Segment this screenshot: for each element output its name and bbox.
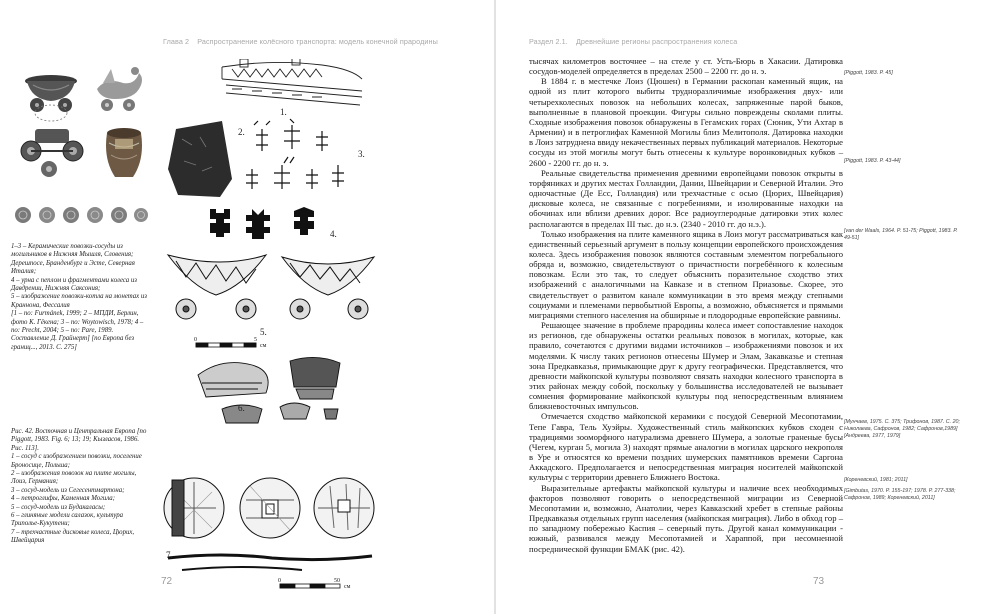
bowl-vessel-photo [25,75,77,121]
main-text-column [529,56,843,554]
disk-wheel-drawings [164,478,374,570]
scale-bar-b [280,584,340,588]
right-running-head-chapter: Раздел 2.1. [529,37,568,46]
figure-label-2: 2. [238,127,245,137]
right-running-head-title: Древнейшие регионы распространения колеса [575,37,738,46]
figure-caption-fig42: Рис. 42. Восточная и Центральная Европа [по Piggott, 1983. Fig. 6; 13; 19; Кызласов, 1986. Рис. 113]. 1 – сосуд с изображением повозки, поселение Броносице, Польша; 2 – изображения повозок на плите могилы, Лоиз, Германия; 3 – сосуд-модель из Сегесентмартона; 4 – петроглифы, Каменная Могила; 5 – сосуд-модель из Будакаласы; 6 – глиняные модели салазок, культура Триполье-Кукутени; 7 – трехчастные дисковые колеса, Цюрих, Швейцария [11,428,147,545]
figure-label-1: 1. [280,107,287,117]
wagon-drawings-figure [162,59,380,439]
sidenote-reference: [Мунчаев, 1975. С. 375; Трифонов, 1987. С. 20; Николаева, Сафронов, 1982; Сафронов,1989] [Андреева, 1977, 1979] [844,419,960,439]
sidenote-reference: [Кореневский, 1981; 2011] [844,477,908,483]
bird-vessel-photo [97,67,142,111]
stone-slab-drawing [168,121,232,197]
text-paragraph: Реальные свидетельства применения древними европейцами повозок открыты в торфяниках и других местах Голландии, Дании, Швейцарии и Северной Италии. Это одночастные (Де Есс, Голландия) или трехчастные с осью (Цюрих, Швейцария) дисковые колеса, не связанные с погребениями, и изолированные находки на обочинах или вблизи древних дорог. Все радиоуглеродные датировки этих колес располагаются в пределах III тыс. до н.э. (2340 - 2010 гг. до н.э.). [529,167,843,229]
sled-model-drawings [198,357,340,423]
urn-photo [106,128,142,177]
scale-a-zero: 0 [194,337,197,343]
scale-a-unit: см [260,343,267,349]
figure-label-5: 5. [260,327,267,337]
left-running-head-chapter: Глава 2 [163,37,190,46]
sidenote-reference: [Gimbutas, 1970. P. 155-197; 1978. P. 277-338; Сафронов, 1989; Кореневский, 2011] [844,488,956,501]
ceramic-vessels-photos [11,59,151,231]
text-paragraph: В 1884 г. в местечке Лоиз (Цюшен) в Германии раскопан каменный ящик, на одной из плит которого выбиты трудноразличимые изображения двух- или четырехколесных повозок на небольших колесах, запряженные парой быков, выполненные в плановой проекции. Фигуры сильно повреждены сколами плиты. Сходные изображения повозок обнаружены в Гегамских горах (Сюник, Ути Ахтар в Армении) и в петроглифах Каменной Могилы близ Мелитополя. Датировка находки в Лоиз затруднена ввиду некачественных первых публикаций материалов. Некоторые сосуды из этой могилы могут быть отнесены к культуре воронковидных кубков – 2600 - 2200 гг. до н. э. [529,76,843,168]
petroglyph-wagon-glyphs [210,207,314,239]
figure-label-7: 7. [166,550,173,560]
right-page [496,0,991,614]
figure-label-6: 6. [238,403,245,413]
scale-b-fifty: 50 [334,578,340,584]
decorated-vessel-drawing [222,59,362,105]
plan-view-wagon-drawings [246,119,344,189]
figure-caption-vessels: 1–3 – Керамические повозки-сосуды из могильников в Нижняя Мышля, Словения; Дерешпосе, Бранденбург и Эсте, Северная Италия; 4 – урна с пеплом и фрагментами колеса из Давдрении, Нижняя Саксония; 5 – изображение повозки-котла на монетах из Краннона, Фессалия [1 – по: Furmánek, 1999; 2 – МПДИ, Берлин, фото К. Гёкена; 3 – по: Woytowisch, 1978; 4 – по: Precht, 2004; 5 – по: Pare, 1989. Составление Д. Грайнерт] [по Европа без границ..., 2013. С. 275] [11,243,147,351]
text-paragraph: тысячах километров восточнее – на стеле у ст. Усть-Бюрь в Хакасии. Датировка сосудов-моделей определяется в пределах 2500 – 2200 гг. до н. э. [529,56,843,77]
text-paragraph: Только изображения на плите каменного ящика в Лоиз могут рассматриваться как единственный серьезный аргумент в пользу концепции европейского происхождения колеса. Здесь изображения повозок являются составным элементом погребального обряда и, возможно, свидетельствуют о причастности погребённого к колесным повозкам. Если это так, то следует объяснить поразительное сходство этих изображений с аналогичными на Кавказе и в степном Приазовье. Скорее, это свидетельствует о развитом канале коммуникации в это время между степными социумами и племенами первобытной Европы, а возможно, объясняется и прямыми миграциями степного населения на обширные и плодородные европейские равнины. [529,228,843,320]
sidenote-reference: [van der Waals, 1964. P. 51-75; Piggott, 1983. P. 49-51] [844,228,958,241]
scale-b-unit: см [344,584,351,590]
coins-row [15,207,148,223]
left-running-head-title: Распространение колёсного транспорта: модель конечной прародины [197,37,438,46]
figure-label-3: 3. [358,149,365,159]
right-running-head [529,37,737,46]
cart-vessel-drawings [168,255,374,319]
scale-b-zero: 0 [278,578,281,584]
text-paragraph: Отмечается сходство майкопской керамики с посудой Северной Месопотамии, Тепе Гавра, Тель Хуэйры. Художественный стиль майкопских кубков сходен с традициями зооморфного натурализма древнего Шумера, а золотые граненые бусы (Чегем, курган 5, могила 3) находят прямые аналогии в могилах царского некрополя в Уре и относятся ко времени поздних шумерских памятников времени Саргона Аккадского. Предполагается и непосредственная миграция носителей майкопской культуры с территории древнего Ближнего Востока. [529,411,843,483]
disk-wheels-figure [162,462,380,602]
scale-bar-a [196,343,256,347]
right-page-number: 73 [813,576,825,587]
sidenote-reference: [Piggott, 1983. P. 45] [844,70,893,76]
text-paragraph: Решающее значение в проблеме прародины колеса имеет сопоставление находок из регионов, где обнаружены остатки реальных повозок в могилах, которые, как правило, сочетаются с другими видами источников – изображениями повозок и их моделями. К числу таких регионов отнесены Шумер и Элам, Закавказье и степная зона Предкавказья, примыкающие друг к другу географически. Представляется, что древности майкопской культуры позволяют связать находки колесного транспорта в этих районах между собой, поскольку у большинства исследователей не вызывает сомнения формирование майкопской культуры под непосредственным влиянием ближневосточных импульсов. [529,320,843,412]
figure-label-4: 4. [330,229,337,239]
left-running-head [163,37,438,46]
left-page-number: 72 [161,576,173,587]
scale-a-five: 5 [254,337,257,343]
text-paragraph: Выразительные артефакты майкопской культуры и наличие всех необходимых факторов позволяют говорить о непосредственной миграции из Северной Месопотамии и, возможно, Анатолии, через Кавказский хребет в степные районы Предкавказья отдельных групп населения (майкопская миграция). Либо в обход гор – по западному побережью Каспия – северный путь. Другой канал коммуникации - южный, развивался между Месопотамией и Хараппой, при несомненной посреднической функции БМАК (рис. 42). [529,482,843,554]
sidenote-reference: [Piggott, 1983. P. 43-44] [844,158,901,164]
left-page [0,0,495,614]
wheeled-cart-photo [21,129,83,177]
